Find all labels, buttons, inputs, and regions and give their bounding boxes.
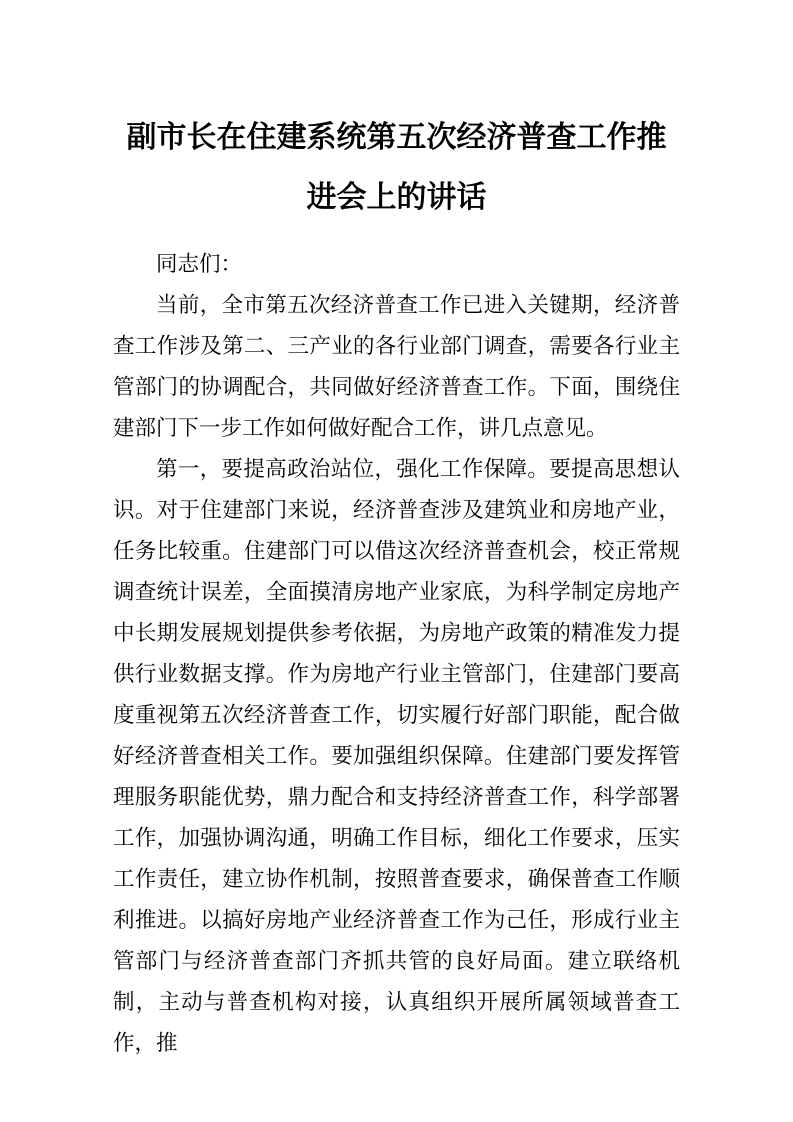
paragraph-intro: 当前，全市第五次经济普查工作已进入关键期，经济普查工作涉及第二、三产业的各行业部门调查，需要各行业主管部门的协调配合，共同做好经济普查工作。下面，围绕住建部门下一步工作如何做好配合工作，讲几点意见。 [113, 293, 680, 440]
document-title: 副市长在住建系统第五次经济普查工作推进会上的讲话 [126, 121, 667, 214]
document-body [113, 244, 680, 1064]
paragraph-point-one: 第一，要提高政治站位，强化工作保障。要提高思想认识。对于住建部门来说，经济普查涉及建筑业和房地产业，任务比较重。住建部门可以借这次经济普查机会，校正常规调查统计误差，全面摸清房地产业家底，为科学制定房地产中长期发展规划提供参考依据，为房地产政策的精准发力提供行业数据支撑。作为房地产行业主管部门，住建部门要高度重视第五次经济普查工作，切实履行好部门职能，配合做好经济普查相关工作。要加强组织保障。住建部门要发挥管理服务职能优势，鼎力配合和支持经济普查工作，科学部署工作，加强协调沟通，明确工作目标，细化工作要求，压实工作责任，建立协作机制，按照普查要求，确保普查工作顺利推进。以搞好房地产业经济普查工作为己任，形成行业主管部门与经济普查部门齐抓共管的良好局面。建立联络机制，主动与普查机构对接，认真组织开展所属领域普查工作，推 [113, 457, 680, 1055]
paragraph-salutation: 同志们： [156, 252, 243, 276]
